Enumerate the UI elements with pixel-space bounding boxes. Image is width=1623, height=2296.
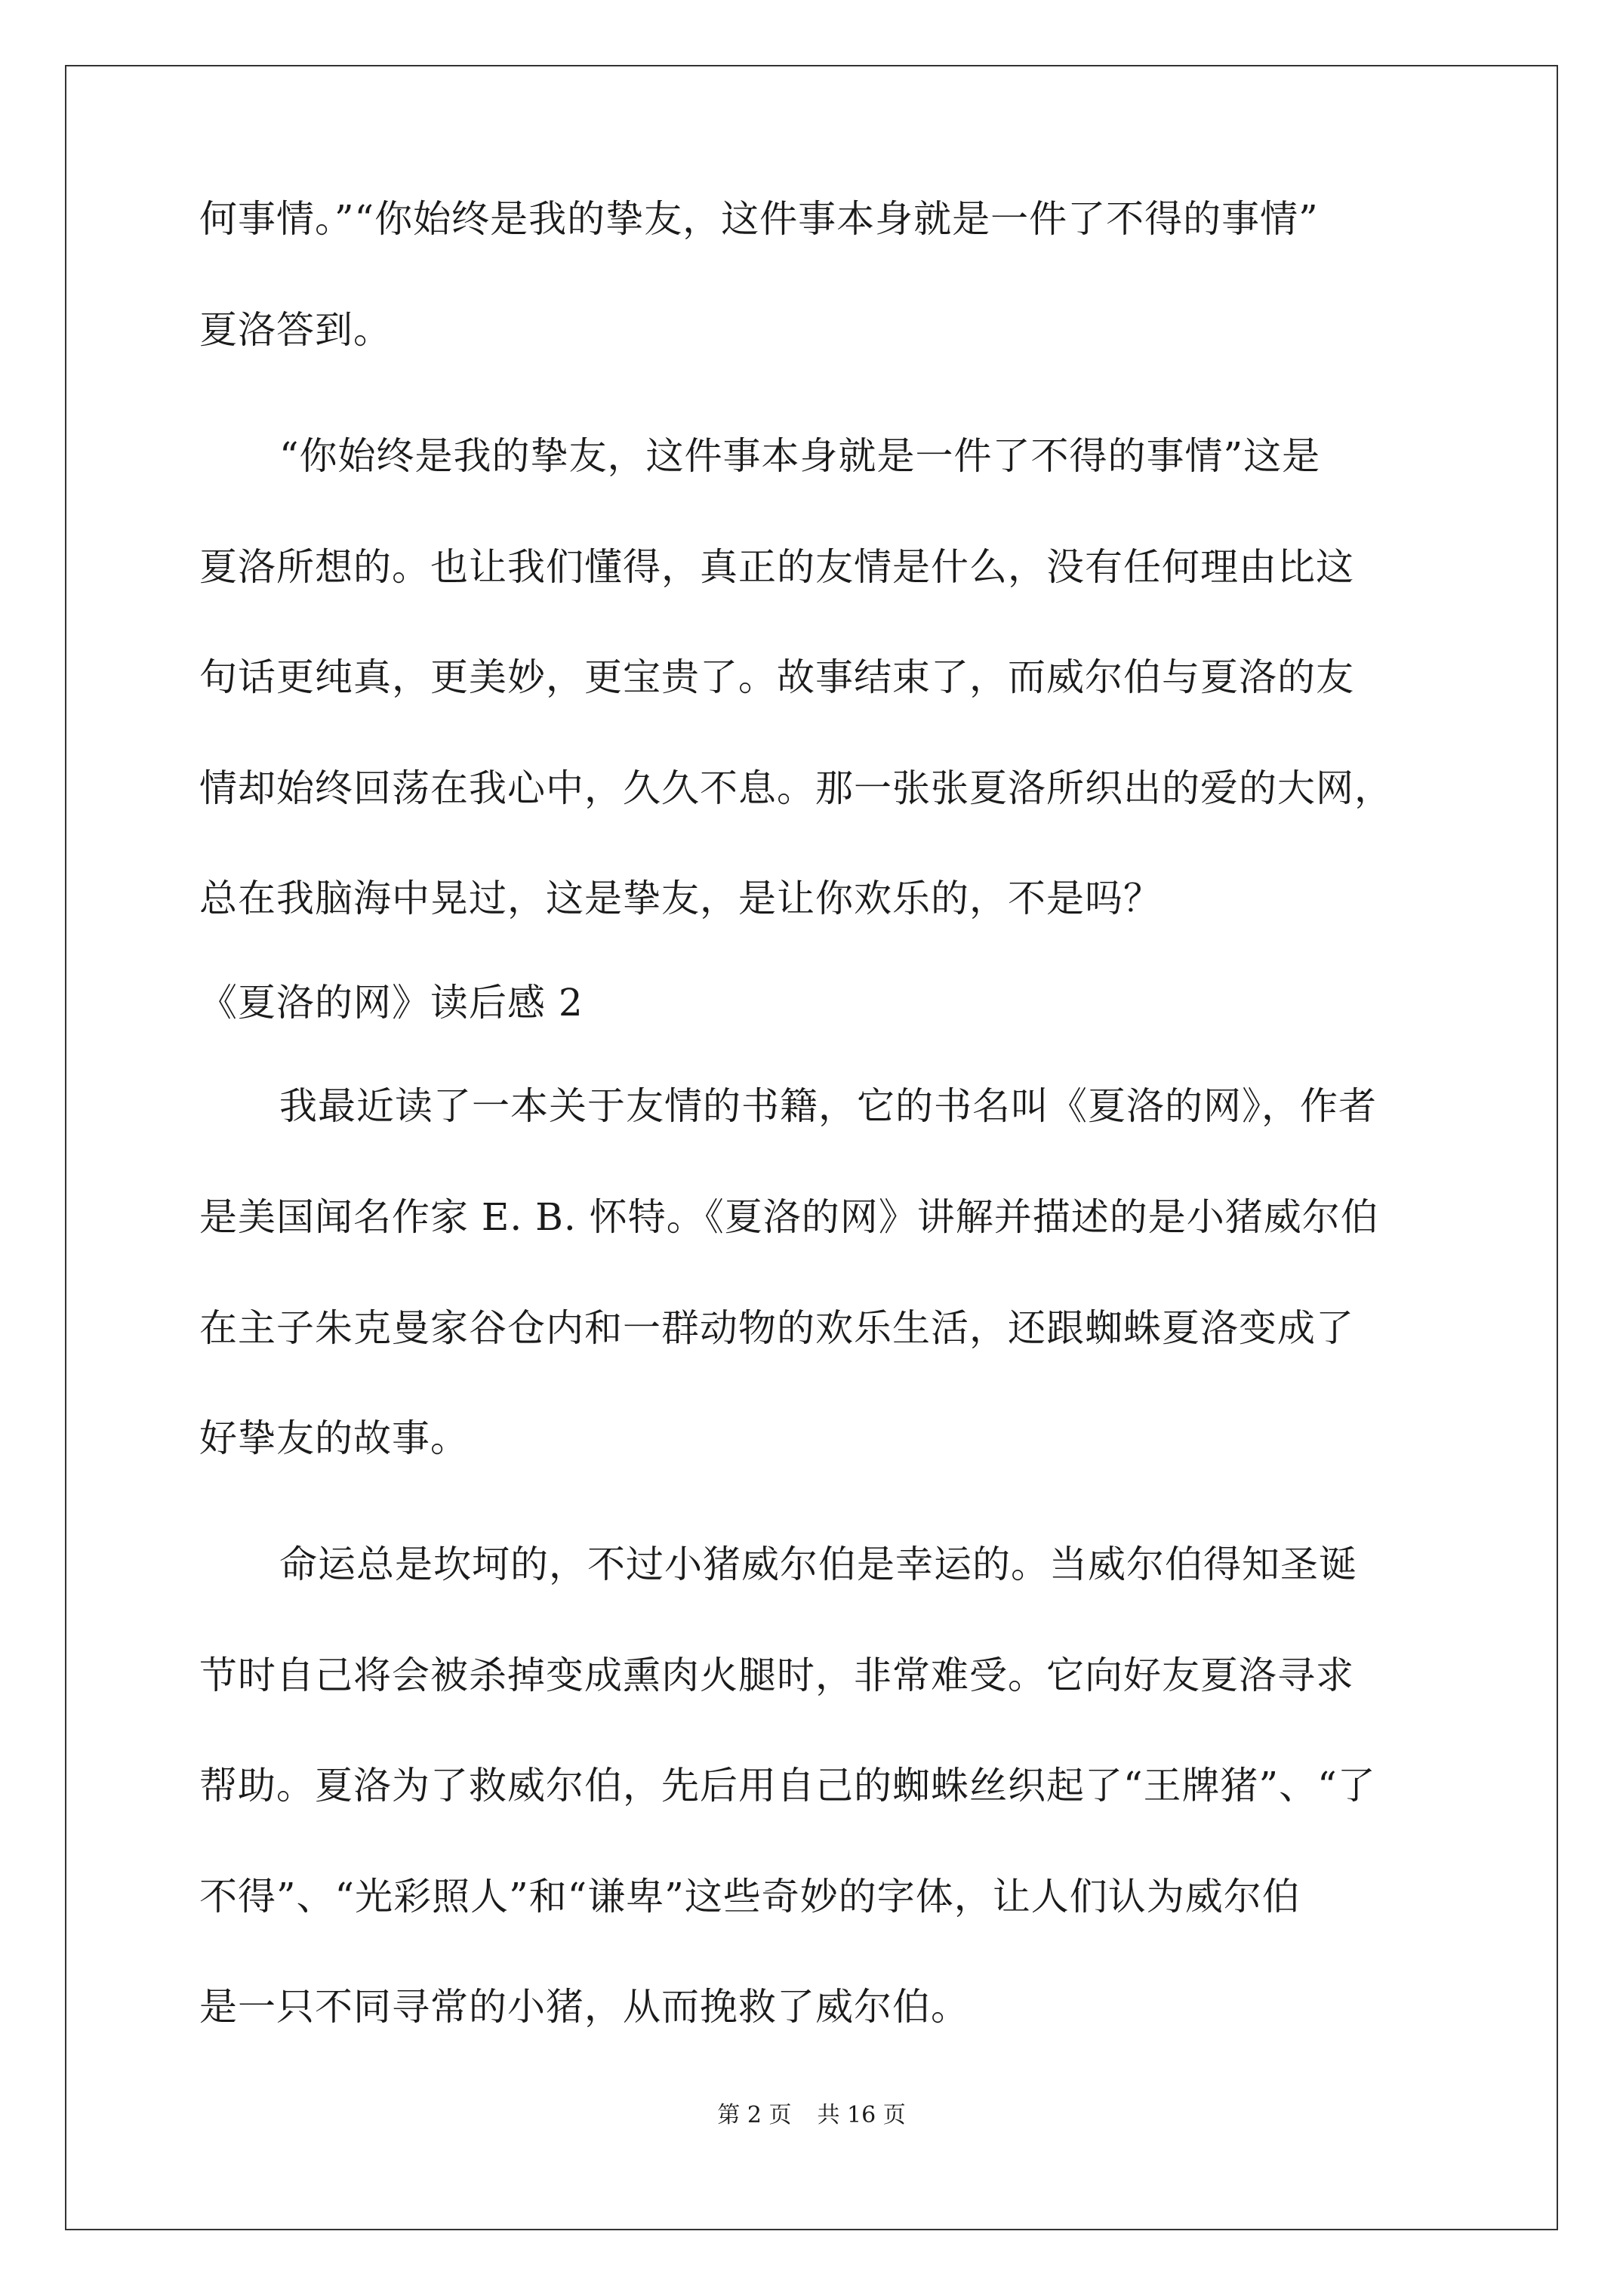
text-line: 是一只不同寻常的小猪，从而挽救了威尔伯。 (199, 1985, 969, 2029)
text-line: “你始终是我的挚友，这件事本身就是一件了不得的事情”这是 (279, 434, 1321, 478)
text-line: 我最近读了一本关于友情的书籍，它的书名叫《夏洛的网》，作者 (279, 1084, 1377, 1128)
section-title: 《夏洛的网》读后感 2 (199, 981, 584, 1025)
text-line: 何事情。”“你始终是我的挚友，这件事本身就是一件了不得的事情” (199, 197, 1319, 241)
text-line: 好挚友的故事。 (199, 1416, 469, 1460)
page-number-current: 第 2 页 (717, 2102, 792, 2128)
page-footer (0, 2102, 1623, 2129)
text-line: 帮助。夏洛为了救威尔伯，先后用自己的蜘蛛丝织起了“王牌猪”、“了 (199, 1764, 1376, 1808)
text-line: 命运总是坎坷的，不过小猪威尔伯是幸运的。当威尔伯得知圣诞 (279, 1542, 1357, 1586)
text-line: 夏洛所想的。也让我们懂得，真正的友情是什么，没有任何理由比这 (199, 545, 1354, 589)
text-line: 总在我脑海中晃过，这是挚友，是让你欢乐的，不是吗？ (199, 877, 1162, 920)
text-line: 是美国闻名作家 E. B. 怀特。《夏洛的网》讲解并描述的是小猪威尔伯 (199, 1195, 1379, 1239)
text-line: 夏洛答到。 (199, 308, 392, 352)
page-number-total: 共 16 页 (817, 2102, 906, 2128)
text-line: 节时自己将会被杀掉变成熏肉火腿时，非常难受。它向好友夏洛寻求 (199, 1653, 1354, 1697)
text-line: 在主子朱克曼家谷仓内和一群动物的欢乐生活，还跟蜘蛛夏洛变成了 (199, 1306, 1354, 1350)
text-line: 句话更纯真，更美妙，更宝贵了。故事结束了，而威尔伯与夏洛的友 (199, 655, 1354, 699)
text-line: 不得”、“光彩照人”和“谦卑”这些奇妙的字体，让人们认为威尔伯 (199, 1875, 1301, 1918)
text-line: 情却始终回荡在我心中，久久不息。那一张张夏洛所织出的爱的大网， (199, 766, 1393, 810)
